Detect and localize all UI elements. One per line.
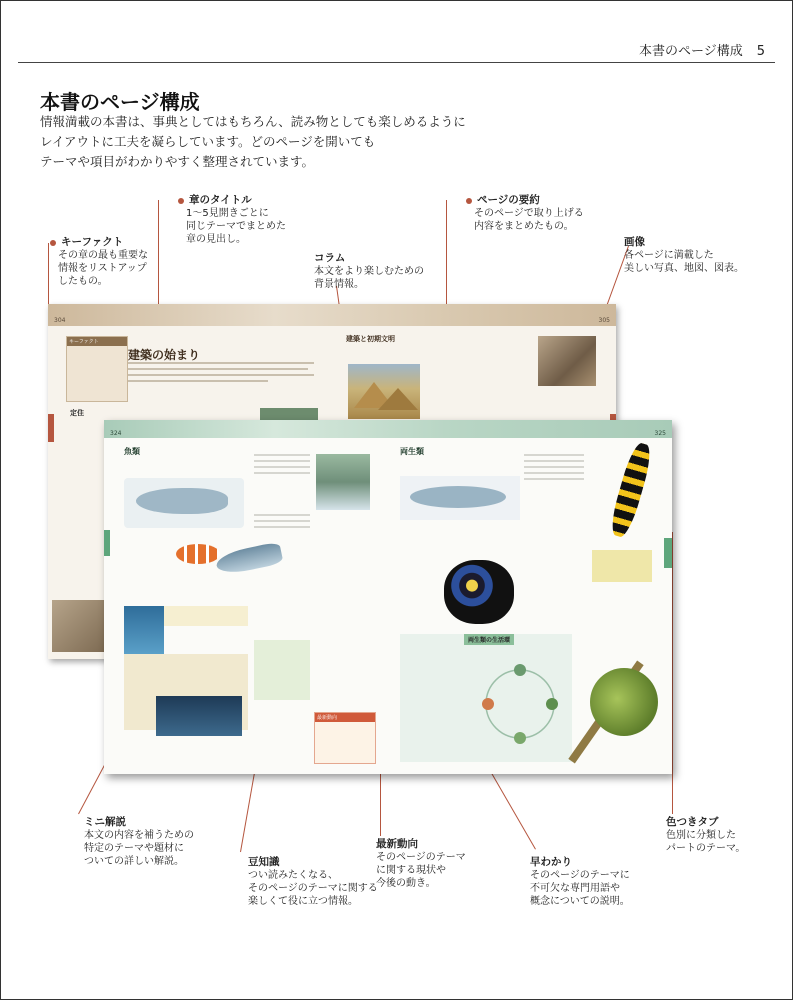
poison-frog-photo [444, 560, 514, 624]
page-title: 本書のページ構成 [40, 90, 200, 114]
stone-photo [52, 600, 106, 652]
back-teal-bar [260, 408, 318, 420]
callout-line: ついての詳しい解説。 [84, 856, 184, 867]
amphibian-illustration [410, 486, 506, 508]
callout-title: コラム [314, 252, 346, 264]
callout-image [624, 236, 744, 275]
callout-line: したもの。 [58, 276, 108, 287]
back-summary-block [128, 360, 318, 390]
callout-dot [466, 198, 472, 204]
callout-dot [50, 240, 56, 246]
callout-line: その章の最も重要な [58, 250, 148, 261]
back-spread-band [48, 304, 616, 326]
text-lines [128, 360, 318, 390]
callout-line: 各ページに満載した [624, 250, 714, 261]
intro-line: レイアウトに工夫を凝らしています。どのページを開いても [40, 134, 376, 149]
callout-line: 今後の動き。 [376, 878, 436, 889]
clownfish-photo [176, 544, 220, 564]
intro-line: 情報満載の本書は、事典としてはもちろん、読み物としても楽しめるように [40, 114, 466, 129]
callout-title: 早わかり [530, 856, 572, 868]
callout-line: そのページで取り上げる [474, 208, 584, 219]
callout-line: そのページのテーマ [376, 852, 466, 863]
callout-chapter-title [178, 194, 286, 246]
lifecycle-cycle [470, 654, 570, 754]
back-column-heading: 建築と初期文明 [346, 335, 395, 343]
callout-line: つい読みたくなる、 [248, 870, 338, 881]
back-folio-right: 305 [598, 317, 610, 324]
callout-line: 背景情報。 [314, 279, 364, 290]
back-folio-left: 304 [54, 317, 66, 324]
leader-line [672, 532, 673, 814]
back-color-tab-left [48, 414, 54, 442]
callout-line: 概念についての説明。 [530, 896, 630, 907]
back-side-heading: 定住 [70, 409, 84, 417]
leader-line [380, 770, 381, 836]
callout-title: 色つきタブ [666, 816, 719, 828]
fish-illustration [136, 488, 228, 514]
front-color-tab-right [664, 538, 672, 568]
lifecycle-heading: 両生類の生活環 [464, 634, 514, 645]
callout-title: 章のタイトル [189, 194, 252, 206]
back-keyfact-box [66, 336, 128, 402]
front-right-heading: 両生類 [400, 447, 424, 456]
callout-trivia [248, 856, 378, 908]
quick-facts-box [592, 550, 652, 582]
callout-line: 1～5見開きごとに [186, 208, 269, 219]
callout-line: パートのテーマ。 [666, 843, 746, 854]
ray-photo [124, 606, 164, 654]
back-keyfact-label: キーファクト [67, 337, 127, 346]
front-spread-band [104, 420, 672, 438]
pyramid-shapes [348, 364, 420, 419]
callout-line: 美しい写真、地図、図表。 [624, 263, 744, 274]
callout-line: 章の見出し。 [186, 234, 246, 245]
front-color-tab-left [104, 530, 110, 556]
salamander-photo [607, 441, 655, 539]
running-title: 本書のページ構成 [638, 44, 743, 59]
callout-line: 特定のテーマや題材に [84, 843, 184, 854]
callout-line: 色別に分類した [666, 830, 736, 841]
front-spread-page [104, 420, 672, 774]
back-chapter-heading: 建築の始まり [128, 348, 201, 362]
callout-title: 画像 [624, 236, 645, 248]
callout-dot [178, 198, 184, 204]
callout-quick [530, 856, 630, 908]
callout-line: そのページのテーマに関する [248, 883, 378, 894]
callout-column [314, 252, 424, 291]
front-text-lines-right [524, 454, 594, 634]
front-text-lines-left [254, 454, 394, 634]
callout-line: 情報をリストアップ [58, 263, 147, 274]
callout-line: 楽しくて役に立つ情報。 [248, 896, 358, 907]
intro-line: テーマや項目がわかりやすく整理されています。 [40, 154, 315, 169]
trivia-green-box [254, 640, 310, 700]
callout-line: 同じテーマでまとめた [186, 221, 286, 232]
callout-line: 不可欠な専門用語や [530, 883, 620, 894]
latest-news-label: 最新動向 [315, 713, 375, 722]
callout-key-fact [50, 236, 148, 288]
ruins-photo [538, 336, 596, 386]
tree-frog-photo [590, 668, 658, 736]
callout-line: 本文の内容を補うための [84, 830, 194, 841]
callout-title: ページの要約 [477, 194, 540, 206]
callout-line: 内容をまとめたもの。 [474, 221, 574, 232]
callout-line: 本文をより楽しむための [314, 266, 424, 277]
page-number: 5 [756, 44, 765, 59]
latest-news-box [314, 712, 376, 764]
front-folio-left: 324 [110, 430, 122, 437]
callout-summary [466, 194, 584, 233]
callout-color-tab [666, 816, 745, 855]
header-rule [18, 62, 775, 63]
callout-line: そのページのテーマに [530, 870, 630, 881]
callout-title: 豆知識 [248, 856, 280, 868]
callout-line: に関する現状や [376, 865, 446, 876]
intro-text [40, 112, 466, 172]
shark-photo [156, 696, 242, 736]
callout-latest [376, 838, 466, 890]
callout-title: キーファクト [61, 236, 124, 248]
callout-title: ミニ解説 [84, 816, 126, 828]
pyramids-photo [348, 364, 420, 419]
callout-mini [84, 816, 194, 868]
running-head [639, 40, 765, 59]
front-left-heading: 魚類 [124, 447, 140, 456]
callout-title: 最新動向 [376, 838, 418, 850]
front-folio-right: 325 [654, 430, 666, 437]
lifecycle-diagram [400, 634, 572, 762]
